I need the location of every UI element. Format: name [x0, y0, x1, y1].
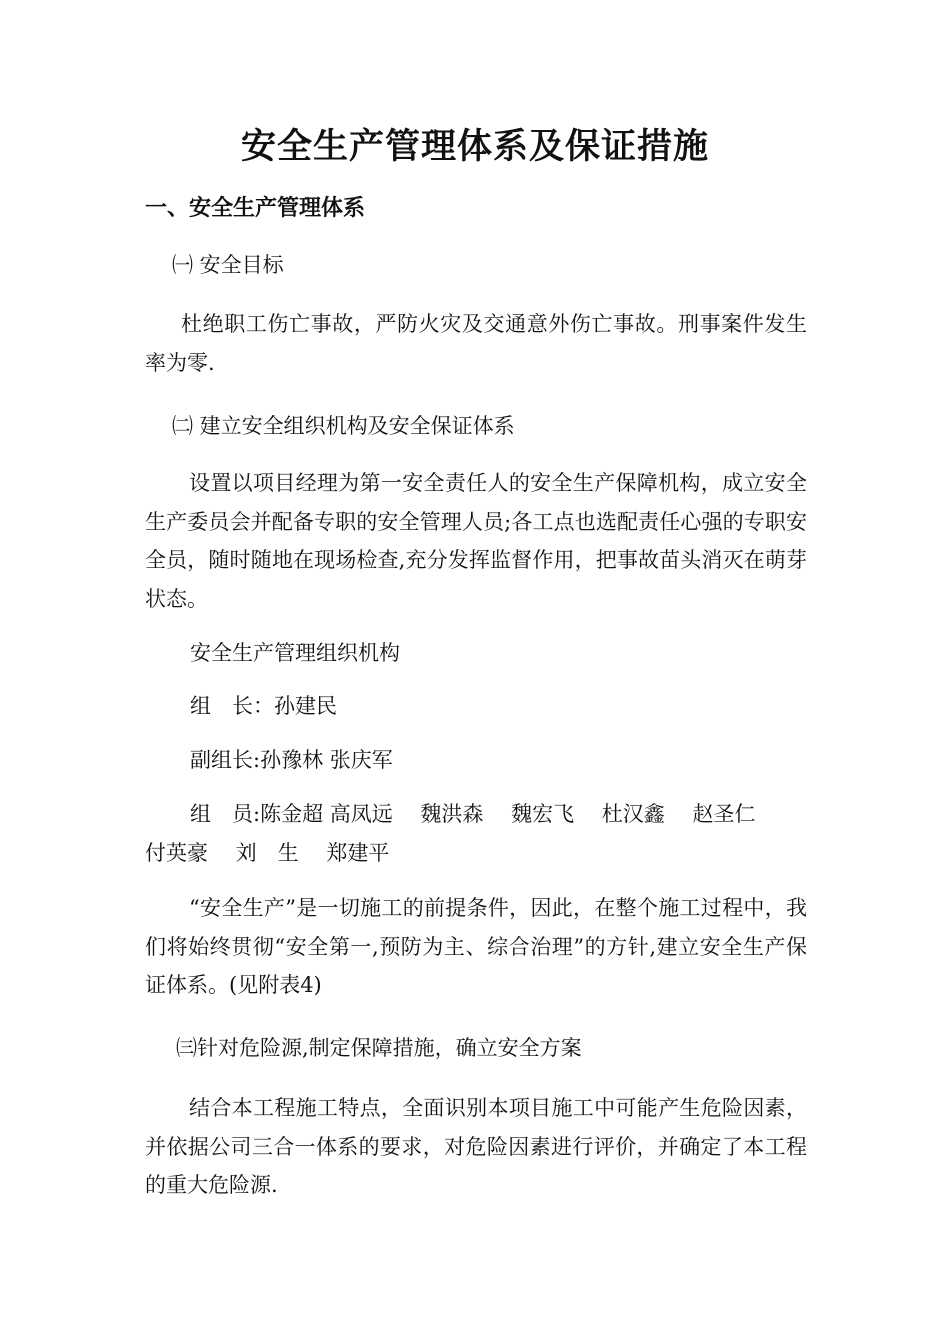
org-vice-leader: 副组长:孙豫林 张庆军	[190, 748, 393, 772]
paragraph-safety-production-principle: “安全生产”是一切施工的前提条件，因此，在整个施工过程中，我们将始终贯彻“安全第一,预防为主、综合治理”的方针,建立安全生产保证体系。(见附表4)	[145, 896, 807, 997]
paragraph-hazard-identification: 结合本工程施工特点，全面识别本项目施工中可能产生危险因素，并依据公司三合一体系的要求，对危险因素进行评价，并确定了本工程的重大危险源.	[145, 1096, 807, 1197]
document-title: 安全生产管理体系及保证措施	[240, 126, 709, 167]
paragraph-safety-goals: 杜绝职工伤亡事故，严防火灾及交通意外伤亡事故。刑事案件发生率为零.	[145, 312, 807, 375]
org-chart-title: 安全生产管理组织机构	[190, 641, 400, 665]
subsection-heading-safety-goals: ㈠ 安全目标	[172, 253, 284, 277]
paragraph-safety-organization: 设置以项目经理为第一安全责任人的安全生产保障机构，成立安全生产委员会并配备专职的安全管理人员;各工点也选配责任心强的专职安全员，随时随地在现场检查,充分发挥监督作用，把事故苗头消灭在萌芽状态。	[145, 471, 807, 611]
subsection-heading-safety-organization: ㈡ 建立安全组织机构及安全保证体系	[172, 414, 515, 438]
section-heading-safety-management-system: 一、安全生产管理体系	[145, 195, 366, 221]
org-members: 组 员:陈金超 高凤远 魏洪森 魏宏飞 杜汉鑫 赵圣仁 付英豪 刘 生 郑建平	[145, 802, 798, 865]
subsection-heading-hazard-measures: ㈢针对危险源,制定保障措施，确立安全方案	[176, 1036, 582, 1060]
org-leader: 组 长：孙建民	[190, 694, 337, 718]
